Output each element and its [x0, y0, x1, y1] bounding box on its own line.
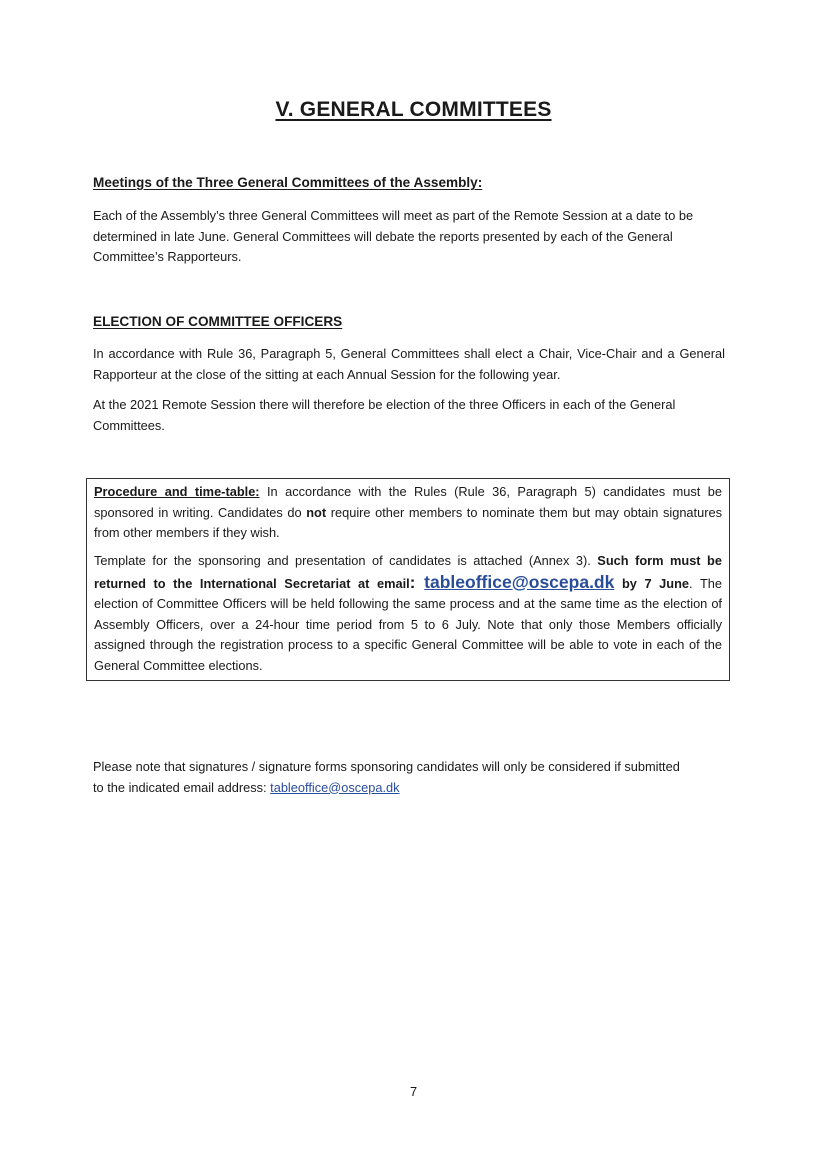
- template-paragraph: [94, 551, 722, 676]
- page-title: V. GENERAL COMMITTEES: [275, 98, 552, 121]
- template-text-b: . The election of Committee Officers will be held following the same process and at the same time as the election of Assembly Officers, over a 24-hour time period from 5 to 6 July. Note that only those Members officially assigned through the registration process to a specific General Committee will be able to vote in each of the General Committee elections.: [94, 575, 723, 673]
- signature-note-text: Please note that signatures / signature forms sponsoring candidates will only be considered if submitted to the indicated email address:: [93, 759, 680, 795]
- email-link-note[interactable]: tableoffice@oscepa.dk: [270, 779, 400, 795]
- email-link-box[interactable]: tableoffice@oscepa.dk: [424, 571, 615, 592]
- template-text-a: Template for the sponsoring and presentation of candidates is attached (Annex 3).: [94, 553, 598, 568]
- template-colon: :: [409, 572, 425, 592]
- procedure-box: [86, 478, 730, 681]
- section-heading-meetings: Meetings of the Three General Committees of the Assembly:: [93, 175, 483, 190]
- procedure-not-emphasis: not: [306, 504, 327, 520]
- template-return-instruction: Such form must be returned to the International Secretariat at email: [94, 553, 722, 591]
- deadline-text: by 7 June: [614, 575, 690, 591]
- procedure-text-a: In accordance with the Rules (Rule 36, Paragraph 5) candidates must be sponsored in writing. Candidates do: [94, 484, 722, 520]
- procedure-paragraph: [94, 482, 722, 544]
- procedure-label: Procedure and time-table:: [94, 484, 260, 499]
- election-paragraph-rule: In accordance with Rule 36, Paragraph 5, General Committees shall elect a Chair, Vice-Chair and a General Rapporteur at the close of the sitting at each Annual Session for the following year.: [93, 346, 725, 382]
- meetings-paragraph: Each of the Assembly’s three General Committees will meet as part of the Remote Session at a date to be determined in late June. General Committees will debate the reports presented by each of the General Committee’s Rapporteurs.: [93, 208, 694, 264]
- signature-note: [93, 757, 693, 798]
- election-paragraph-remote-session: At the 2021 Remote Session there will therefore be election of the three Officers in each of the General Committees.: [93, 397, 676, 433]
- procedure-text-b: require other members to nominate them but may obtain signatures from other members if they wish.: [94, 504, 722, 540]
- page-number: 7: [409, 1084, 418, 1099]
- section-heading-election: ELECTION OF COMMITTEE OFFICERS: [93, 314, 343, 329]
